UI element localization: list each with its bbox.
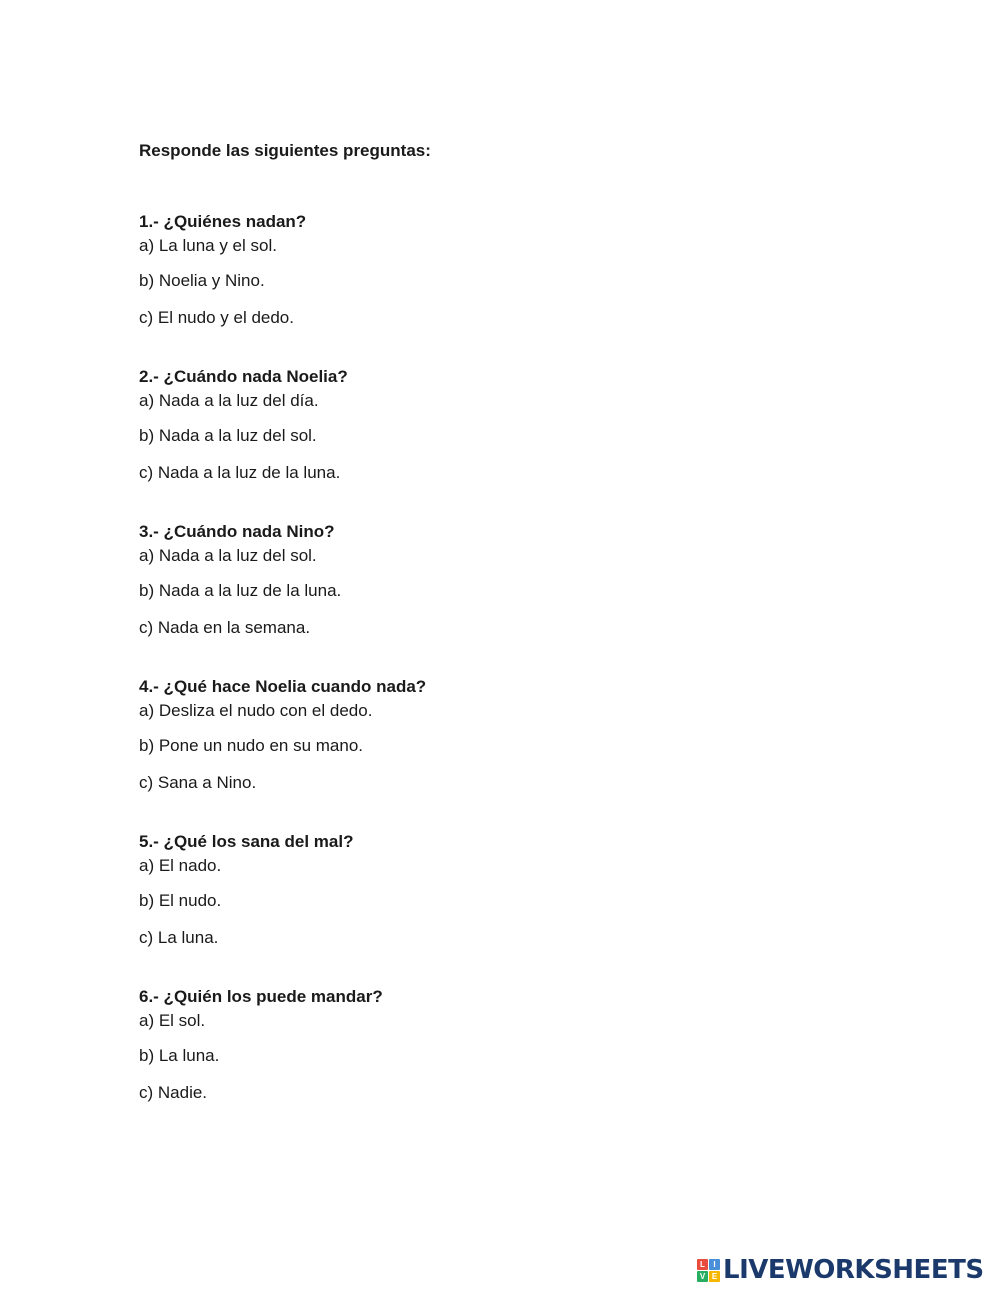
logo-blocks-icon	[697, 1259, 720, 1282]
question-text: 1.- ¿Quiénes nadan?	[139, 212, 307, 231]
answer-option-c[interactable]: c) Sana a Nino.	[139, 773, 257, 792]
question-4	[139, 676, 739, 794]
answer-option-b[interactable]: b) El nudo.	[139, 891, 222, 910]
question-text: 6.- ¿Quién los puede mandar?	[139, 987, 383, 1006]
question-3	[139, 521, 739, 639]
question-2	[139, 366, 739, 484]
answer-option-c[interactable]: c) El nudo y el dedo.	[139, 308, 294, 327]
page-title: Responde las siguientes preguntas:	[139, 141, 431, 160]
answer-option-b[interactable]: b) Nada a la luz de la luna.	[139, 581, 342, 600]
answer-option-a[interactable]: a) Nada a la luz del sol.	[139, 546, 317, 565]
question-text: 3.- ¿Cuándo nada Nino?	[139, 522, 335, 541]
question-6	[139, 986, 739, 1104]
question-1	[139, 211, 739, 329]
logo-block: I	[709, 1259, 720, 1270]
question-text: 5.- ¿Qué los sana del mal?	[139, 832, 354, 851]
answer-option-c[interactable]: c) Nada a la luz de la luna.	[139, 463, 341, 482]
logo-block: L	[697, 1259, 708, 1270]
logo-block: E	[709, 1271, 720, 1282]
question-text: 2.- ¿Cuándo nada Noelia?	[139, 367, 348, 386]
logo-text: LIVEWORKSHEETS	[723, 1255, 984, 1285]
answer-option-b[interactable]: b) Nada a la luz del sol.	[139, 426, 317, 445]
answer-option-a[interactable]: a) La luna y el sol.	[139, 236, 277, 255]
answer-option-a[interactable]: a) Desliza el nudo con el dedo.	[139, 701, 373, 720]
liveworksheets-logo	[697, 1255, 984, 1285]
answer-option-a[interactable]: a) Nada a la luz del día.	[139, 391, 319, 410]
logo-block: V	[697, 1271, 708, 1282]
question-text: 4.- ¿Qué hace Noelia cuando nada?	[139, 677, 427, 696]
answer-option-c[interactable]: c) La luna.	[139, 928, 219, 947]
answer-option-a[interactable]: a) El nado.	[139, 856, 222, 875]
answer-option-b[interactable]: b) La luna.	[139, 1046, 220, 1065]
answer-option-b[interactable]: b) Noelia y Nino.	[139, 271, 265, 290]
answer-option-b[interactable]: b) Pone un nudo en su mano.	[139, 736, 363, 755]
answer-option-c[interactable]: c) Nadie.	[139, 1083, 208, 1102]
answer-option-c[interactable]: c) Nada en la semana.	[139, 618, 311, 637]
question-5	[139, 831, 739, 949]
answer-option-a[interactable]: a) El sol.	[139, 1011, 206, 1030]
